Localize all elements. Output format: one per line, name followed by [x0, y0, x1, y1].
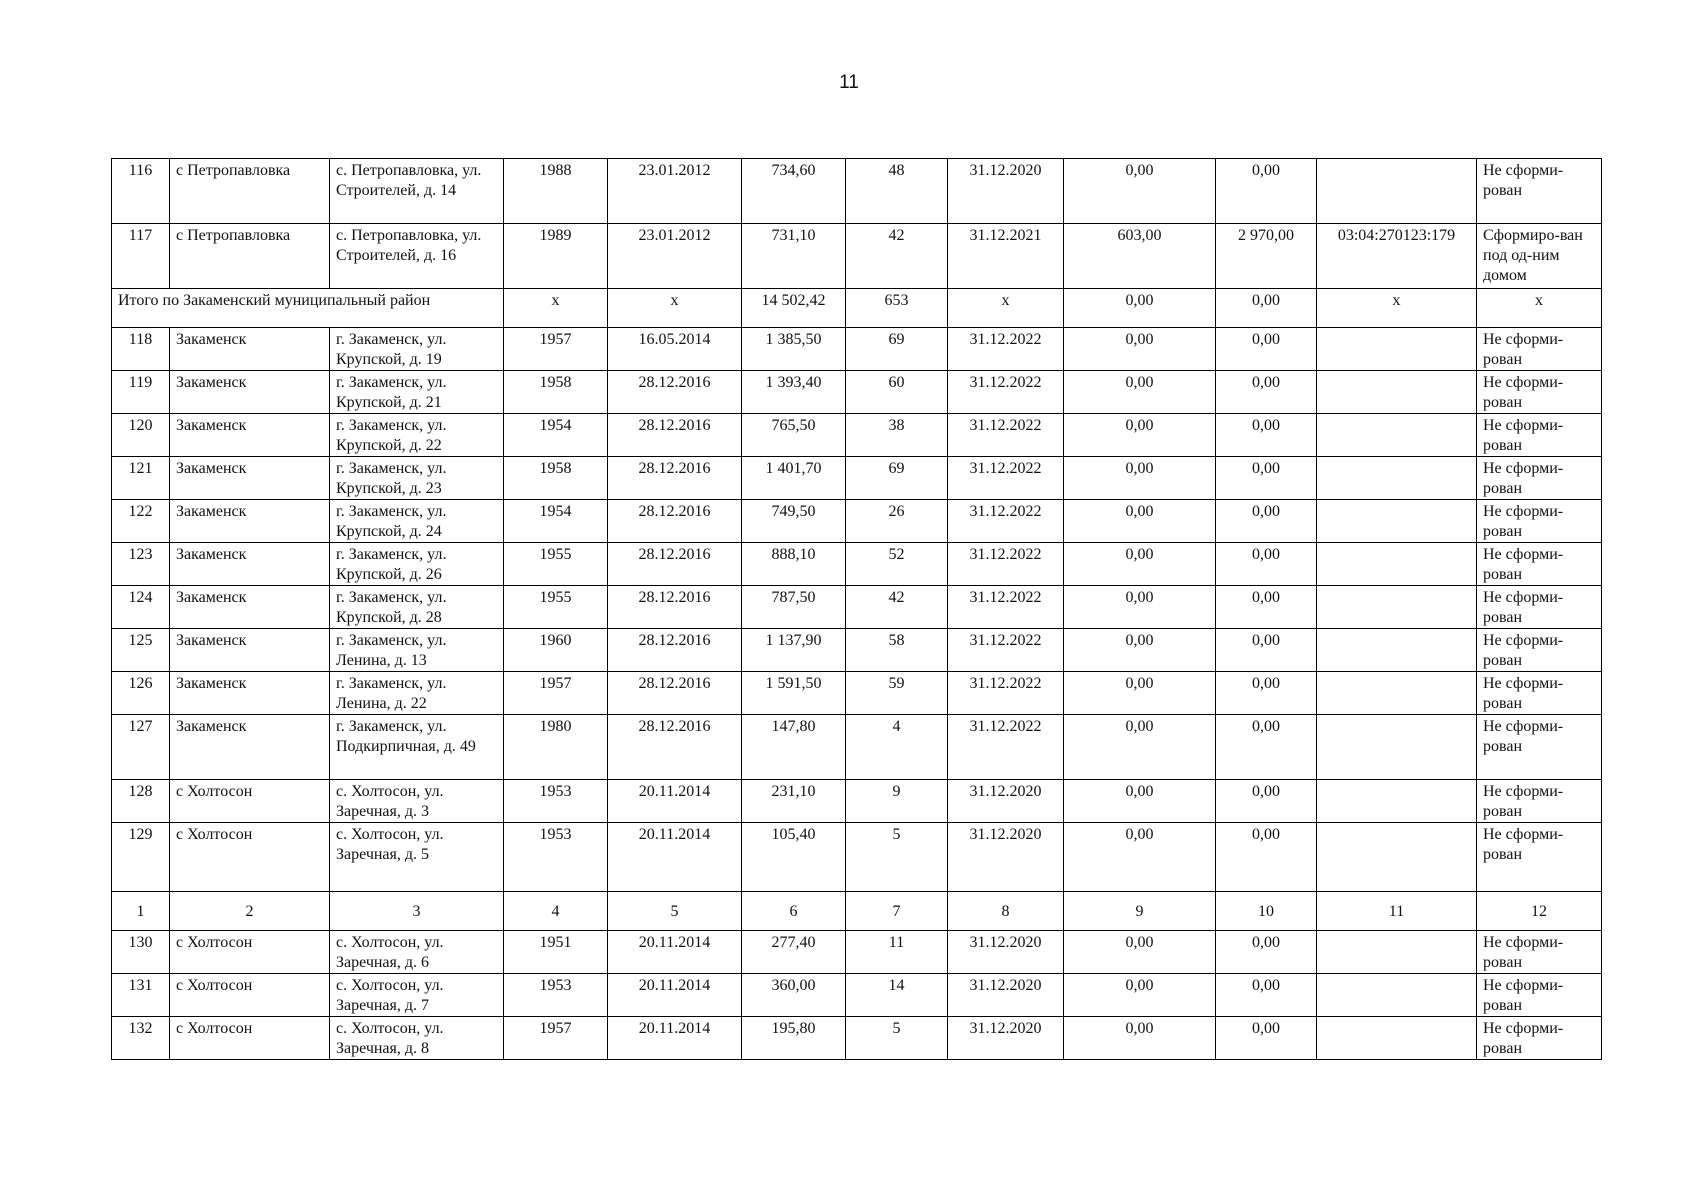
cell-year-built: 1957: [504, 328, 608, 371]
cell-address: с. Холтосон, ул. Заречная, д. 7: [330, 974, 504, 1017]
cell-settlement: Закаменск: [170, 500, 330, 543]
cell-row-number: 125: [112, 629, 170, 672]
cell-residents: 11: [846, 931, 948, 974]
cell-date: 28.12.2016: [608, 672, 742, 715]
cell-area: 1 591,50: [742, 672, 846, 715]
total-value-9: 0,00: [1064, 289, 1216, 328]
cell-cadastral-number: [1317, 780, 1477, 823]
cell-date: 28.12.2016: [608, 414, 742, 457]
cell-status: Не сформи-рован: [1477, 159, 1602, 224]
cell-row-number: 132: [112, 1017, 170, 1060]
cell-row-number: 128: [112, 780, 170, 823]
cell-cadastral-number: [1317, 414, 1477, 457]
cell-value-10: 0,00: [1216, 371, 1317, 414]
cell-area: 6: [742, 892, 846, 931]
cell-settlement: Закаменск: [170, 672, 330, 715]
total-cadastral-number: х: [1317, 289, 1477, 328]
cell-date: 23.01.2012: [608, 159, 742, 224]
cell-status: 12: [1477, 892, 1602, 931]
cell-settlement: Закаменск: [170, 543, 330, 586]
cell-area: 1 393,40: [742, 371, 846, 414]
cell-row-number: 117: [112, 224, 170, 289]
cell-address: г. Закаменск, ул. Ленина, д. 22: [330, 672, 504, 715]
cell-residents: 38: [846, 414, 948, 457]
table-body: [112, 159, 1602, 1060]
cell-status: Не сформи-рован: [1477, 414, 1602, 457]
cell-year-built: 1958: [504, 371, 608, 414]
cell-address: с. Холтосон, ул. Заречная, д. 8: [330, 1017, 504, 1060]
cell-year-built: 1953: [504, 974, 608, 1017]
cell-year-built: 1960: [504, 629, 608, 672]
cell-deadline: 31.12.2020: [948, 780, 1064, 823]
cell-residents: 42: [846, 586, 948, 629]
cell-cadastral-number: [1317, 715, 1477, 780]
cell-status: Не сформи-рован: [1477, 715, 1602, 780]
cell-settlement: с Холтосон: [170, 931, 330, 974]
cell-address: с. Петропавловка, ул. Строителей, д. 14: [330, 159, 504, 224]
cell-residents: 5: [846, 823, 948, 892]
cell-value-9: 0,00: [1064, 672, 1216, 715]
cell-value-10: 0,00: [1216, 414, 1317, 457]
cell-area: 105,40: [742, 823, 846, 892]
cell-date: 20.11.2014: [608, 780, 742, 823]
cell-year-built: 1988: [504, 159, 608, 224]
cell-date: 28.12.2016: [608, 586, 742, 629]
cell-cadastral-number: [1317, 457, 1477, 500]
cell-cadastral-number: [1317, 629, 1477, 672]
cell-value-9: 0,00: [1064, 931, 1216, 974]
cell-deadline: 31.12.2020: [948, 823, 1064, 892]
cell-date: 23.01.2012: [608, 224, 742, 289]
cell-cadastral-number: [1317, 931, 1477, 974]
cell-residents: 4: [846, 715, 948, 780]
cell-row-number: 127: [112, 715, 170, 780]
cell-address: г. Закаменск, ул. Крупской, д. 22: [330, 414, 504, 457]
cell-year-built: 1958: [504, 457, 608, 500]
cell-row-number: 121: [112, 457, 170, 500]
cell-deadline: 31.12.2022: [948, 500, 1064, 543]
cell-area: 1 385,50: [742, 328, 846, 371]
cell-cadastral-number: [1317, 586, 1477, 629]
cell-year-built: 1957: [504, 672, 608, 715]
total-status: х: [1477, 289, 1602, 328]
cell-value-9: 0,00: [1064, 371, 1216, 414]
cell-cadastral-number: 11: [1317, 892, 1477, 931]
cell-address: г. Закаменск, ул. Ленина, д. 13: [330, 629, 504, 672]
cell-value-9: 0,00: [1064, 715, 1216, 780]
cell-date: 20.11.2014: [608, 974, 742, 1017]
cell-row-number: 1: [112, 892, 170, 931]
cell-value-9: 0,00: [1064, 780, 1216, 823]
cell-residents: 48: [846, 159, 948, 224]
table-row: [112, 672, 1602, 715]
table-row: [112, 500, 1602, 543]
cell-date: 28.12.2016: [608, 500, 742, 543]
cell-value-10: 0,00: [1216, 672, 1317, 715]
cell-address: г. Закаменск, ул. Подкирпичная, д. 49: [330, 715, 504, 780]
cell-value-10: 0,00: [1216, 159, 1317, 224]
cell-deadline: 31.12.2022: [948, 586, 1064, 629]
cell-year-built: 1951: [504, 931, 608, 974]
cell-value-9: 603,00: [1064, 224, 1216, 289]
total-value-10: 0,00: [1216, 289, 1317, 328]
cell-deadline: 31.12.2022: [948, 457, 1064, 500]
cell-status: Сформиро-ван под од-ним домом: [1477, 224, 1602, 289]
cell-residents: 26: [846, 500, 948, 543]
total-year-built: х: [504, 289, 608, 328]
table-row: [112, 224, 1602, 289]
cell-deadline: 31.12.2022: [948, 328, 1064, 371]
cell-year-built: 1953: [504, 780, 608, 823]
table-row: [112, 328, 1602, 371]
cell-value-10: 0,00: [1216, 586, 1317, 629]
cell-value-10: 0,00: [1216, 715, 1317, 780]
cell-value-9: 0,00: [1064, 823, 1216, 892]
cell-status: Не сформи-рован: [1477, 1017, 1602, 1060]
cell-residents: 14: [846, 974, 948, 1017]
column-numbers-row: [112, 892, 1602, 931]
cell-area: 195,80: [742, 1017, 846, 1060]
cell-status: Не сформи-рован: [1477, 328, 1602, 371]
cell-area: 731,10: [742, 224, 846, 289]
cell-residents: 69: [846, 328, 948, 371]
cell-row-number: 120: [112, 414, 170, 457]
cell-residents: 5: [846, 1017, 948, 1060]
cell-value-10: 2 970,00: [1216, 224, 1317, 289]
cell-settlement: Закаменск: [170, 328, 330, 371]
cell-cadastral-number: [1317, 672, 1477, 715]
cell-deadline: 31.12.2020: [948, 974, 1064, 1017]
cell-value-9: 0,00: [1064, 543, 1216, 586]
total-deadline: х: [948, 289, 1064, 328]
cell-date: 28.12.2016: [608, 543, 742, 586]
cell-address: с. Холтосон, ул. Заречная, д. 6: [330, 931, 504, 974]
cell-value-10: 0,00: [1216, 629, 1317, 672]
cell-residents: 7: [846, 892, 948, 931]
cell-value-10: 10: [1216, 892, 1317, 931]
cell-value-9: 0,00: [1064, 159, 1216, 224]
cell-row-number: 116: [112, 159, 170, 224]
cell-status: Не сформи-рован: [1477, 457, 1602, 500]
cell-value-10: 0,00: [1216, 823, 1317, 892]
cell-residents: 59: [846, 672, 948, 715]
cell-year-built: 1954: [504, 500, 608, 543]
cell-settlement: с Петропавловка: [170, 224, 330, 289]
cell-row-number: 129: [112, 823, 170, 892]
cell-settlement: Закаменск: [170, 371, 330, 414]
cell-area: 1 137,90: [742, 629, 846, 672]
cell-residents: 52: [846, 543, 948, 586]
cell-settlement: 2: [170, 892, 330, 931]
cell-row-number: 119: [112, 371, 170, 414]
cell-address: с. Холтосон, ул. Заречная, д. 3: [330, 780, 504, 823]
cell-value-10: 0,00: [1216, 543, 1317, 586]
housing-register-table: [111, 158, 1602, 1060]
cell-row-number: 123: [112, 543, 170, 586]
cell-date: 20.11.2014: [608, 1017, 742, 1060]
cell-residents: 42: [846, 224, 948, 289]
cell-year-built: 1954: [504, 414, 608, 457]
cell-deadline: 31.12.2022: [948, 414, 1064, 457]
cell-deadline: 31.12.2022: [948, 543, 1064, 586]
cell-value-10: 0,00: [1216, 931, 1317, 974]
cell-value-9: 0,00: [1064, 586, 1216, 629]
table-row: [112, 715, 1602, 780]
cell-area: 360,00: [742, 974, 846, 1017]
cell-deadline: 31.12.2020: [948, 159, 1064, 224]
table-row: [112, 1017, 1602, 1060]
cell-area: 765,50: [742, 414, 846, 457]
table-row: [112, 931, 1602, 974]
cell-area: 1 401,70: [742, 457, 846, 500]
cell-value-10: 0,00: [1216, 974, 1317, 1017]
cell-area: 277,40: [742, 931, 846, 974]
cell-address: г. Закаменск, ул. Крупской, д. 26: [330, 543, 504, 586]
cell-settlement: Закаменск: [170, 715, 330, 780]
cell-date: 5: [608, 892, 742, 931]
cell-deadline: 31.12.2022: [948, 629, 1064, 672]
cell-address: г. Закаменск, ул. Крупской, д. 21: [330, 371, 504, 414]
cell-date: 20.11.2014: [608, 931, 742, 974]
cell-address: г. Закаменск, ул. Крупской, д. 23: [330, 457, 504, 500]
cell-value-9: 0,00: [1064, 414, 1216, 457]
table-row: [112, 543, 1602, 586]
cell-cadastral-number: [1317, 543, 1477, 586]
total-row: [112, 289, 1602, 328]
cell-row-number: 118: [112, 328, 170, 371]
cell-value-9: 0,00: [1064, 457, 1216, 500]
cell-date: 16.05.2014: [608, 328, 742, 371]
cell-year-built: 1957: [504, 1017, 608, 1060]
cell-area: 787,50: [742, 586, 846, 629]
cell-value-10: 0,00: [1216, 328, 1317, 371]
table-row: [112, 974, 1602, 1017]
cell-cadastral-number: [1317, 328, 1477, 371]
cell-cadastral-number: [1317, 1017, 1477, 1060]
cell-settlement: с Холтосон: [170, 780, 330, 823]
cell-settlement: с Холтосон: [170, 974, 330, 1017]
cell-cadastral-number: [1317, 974, 1477, 1017]
total-label: Итого по Закаменский муниципальный район: [112, 289, 504, 328]
cell-deadline: 31.12.2020: [948, 1017, 1064, 1060]
cell-year-built: 1955: [504, 586, 608, 629]
cell-deadline: 31.12.2020: [948, 931, 1064, 974]
cell-value-9: 0,00: [1064, 629, 1216, 672]
cell-settlement: Закаменск: [170, 457, 330, 500]
cell-cadastral-number: [1317, 823, 1477, 892]
cell-address: г. Закаменск, ул. Крупской, д. 24: [330, 500, 504, 543]
cell-year-built: 1980: [504, 715, 608, 780]
table-row: [112, 780, 1602, 823]
cell-settlement: с Петропавловка: [170, 159, 330, 224]
cell-value-10: 0,00: [1216, 1017, 1317, 1060]
cell-cadastral-number: 03:04:270123:179: [1317, 224, 1477, 289]
cell-address: г. Закаменск, ул. Крупской, д. 28: [330, 586, 504, 629]
table-row: [112, 371, 1602, 414]
page-number: 11: [839, 72, 859, 93]
cell-status: Не сформи-рован: [1477, 780, 1602, 823]
table-row: [112, 586, 1602, 629]
cell-status: Не сформи-рован: [1477, 586, 1602, 629]
table-row: [112, 159, 1602, 224]
cell-value-9: 0,00: [1064, 328, 1216, 371]
cell-year-built: 1955: [504, 543, 608, 586]
cell-cadastral-number: [1317, 159, 1477, 224]
total-date: х: [608, 289, 742, 328]
cell-deadline: 31.12.2022: [948, 672, 1064, 715]
cell-address: с. Петропавловка, ул. Строителей, д. 16: [330, 224, 504, 289]
cell-settlement: с Холтосон: [170, 823, 330, 892]
cell-date: 28.12.2016: [608, 371, 742, 414]
cell-residents: 60: [846, 371, 948, 414]
cell-row-number: 124: [112, 586, 170, 629]
cell-date: 28.12.2016: [608, 457, 742, 500]
cell-status: Не сформи-рован: [1477, 629, 1602, 672]
cell-value-10: 0,00: [1216, 457, 1317, 500]
cell-address: с. Холтосон, ул. Заречная, д. 5: [330, 823, 504, 892]
cell-area: 749,50: [742, 500, 846, 543]
cell-residents: 69: [846, 457, 948, 500]
cell-row-number: 130: [112, 931, 170, 974]
cell-value-10: 0,00: [1216, 500, 1317, 543]
cell-year-built: 1989: [504, 224, 608, 289]
cell-value-9: 0,00: [1064, 500, 1216, 543]
cell-status: Не сформи-рован: [1477, 823, 1602, 892]
cell-settlement: Закаменск: [170, 586, 330, 629]
table-row: [112, 629, 1602, 672]
cell-area: 147,80: [742, 715, 846, 780]
cell-status: Не сформи-рован: [1477, 371, 1602, 414]
cell-cadastral-number: [1317, 371, 1477, 414]
cell-residents: 58: [846, 629, 948, 672]
table-row: [112, 457, 1602, 500]
cell-value-9: 0,00: [1064, 1017, 1216, 1060]
cell-area: 888,10: [742, 543, 846, 586]
cell-value-10: 0,00: [1216, 780, 1317, 823]
cell-date: 28.12.2016: [608, 715, 742, 780]
cell-year-built: 4: [504, 892, 608, 931]
cell-residents: 9: [846, 780, 948, 823]
cell-area: 231,10: [742, 780, 846, 823]
cell-date: 28.12.2016: [608, 629, 742, 672]
cell-address: г. Закаменск, ул. Крупской, д. 19: [330, 328, 504, 371]
cell-cadastral-number: [1317, 500, 1477, 543]
cell-deadline: 31.12.2021: [948, 224, 1064, 289]
cell-status: Не сформи-рован: [1477, 931, 1602, 974]
cell-value-9: 9: [1064, 892, 1216, 931]
cell-area: 734,60: [742, 159, 846, 224]
cell-status: Не сформи-рован: [1477, 974, 1602, 1017]
cell-row-number: 131: [112, 974, 170, 1017]
cell-settlement: Закаменск: [170, 629, 330, 672]
cell-settlement: Закаменск: [170, 414, 330, 457]
cell-deadline: 31.12.2022: [948, 715, 1064, 780]
table-row: [112, 823, 1602, 892]
cell-status: Не сформи-рован: [1477, 500, 1602, 543]
cell-row-number: 122: [112, 500, 170, 543]
cell-status: Не сформи-рован: [1477, 672, 1602, 715]
cell-value-9: 0,00: [1064, 974, 1216, 1017]
cell-date: 20.11.2014: [608, 823, 742, 892]
cell-status: Не сформи-рован: [1477, 543, 1602, 586]
cell-settlement: с Холтосон: [170, 1017, 330, 1060]
total-residents: 653: [846, 289, 948, 328]
cell-deadline: 31.12.2022: [948, 371, 1064, 414]
cell-deadline: 8: [948, 892, 1064, 931]
cell-year-built: 1953: [504, 823, 608, 892]
total-area: 14 502,42: [742, 289, 846, 328]
cell-row-number: 126: [112, 672, 170, 715]
table-row: [112, 414, 1602, 457]
cell-address: 3: [330, 892, 504, 931]
